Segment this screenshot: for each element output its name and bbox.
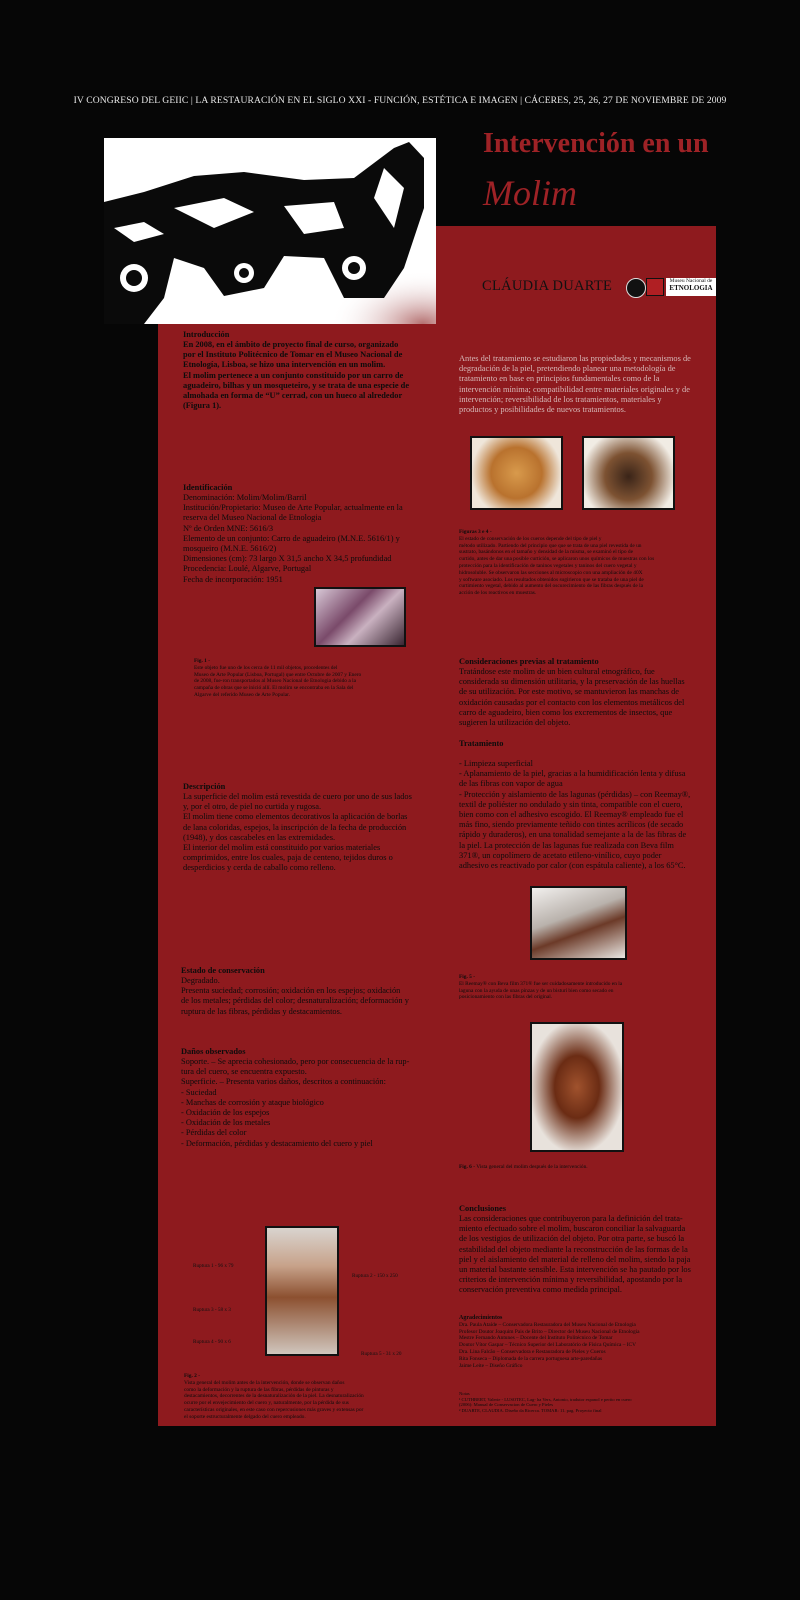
intro-line: El molim pertenece a un conjunto constituido por un carro de — [183, 370, 404, 380]
antes-line: productos y posibilidades de nuevos tratamientos. — [459, 405, 627, 415]
tratamiento-heading: Tratamiento — [459, 739, 504, 748]
fig1-line: campaña de obras que se inició allí. El molim se encontraba en la Sala del — [194, 685, 354, 692]
danos-line: Superficie. – Presenta varios daños, descritos a continuación: — [181, 1077, 386, 1087]
identificacion-line: Institución/Propietario: Museo de Arte Popular, actualmente en la — [183, 503, 403, 513]
identificacion-heading: Identificación — [183, 483, 233, 492]
danos-line: - Pérdidas del color — [181, 1128, 247, 1138]
descripcion-text — [183, 792, 423, 874]
fig1-photo — [314, 587, 406, 647]
identificacion-line: reserva del Museo Nacional de Etnologia — [183, 513, 322, 523]
agradecimientos-line: Mestre Fernando Antunes – Docente del Instituto Politécnico de Tomar — [459, 1335, 613, 1342]
identificacion-text — [183, 493, 423, 585]
conclusiones-text — [459, 1214, 699, 1296]
hero-image — [104, 138, 436, 324]
conclusiones-line: conservación preventiva como medida principal. — [459, 1285, 623, 1295]
conclusiones-line: Las consideraciones que contribuyeron para la definición del trata- — [459, 1214, 683, 1223]
fig34-line: curtimiento vegetal, debido al aumento del oscurecimiento de las fibras después de la — [459, 583, 643, 590]
notas-text — [459, 1397, 699, 1414]
intro-line: almohada en forma de “U” cerrad, con un hueco al alrededor — [183, 391, 403, 401]
tratamiento-line: de las fibras con vapor de agua — [459, 779, 563, 789]
tratamiento-line: la piel. La protección de las lagunas fue realizada con Beva film — [459, 840, 674, 850]
fig34-label: Figuras 3 e 4 - — [459, 529, 492, 535]
fig2-caption — [184, 1373, 412, 1421]
descripcion-line: La superficie del molim está revestida de cuero por uno de sus lados — [183, 792, 412, 801]
conclusiones-line: un material bastante sensible. Esta intervención se ha pautado por los — [459, 1265, 691, 1275]
congress-header: IV CONGRESO DEL GEIIC | LA RESTAURACIÓN EN EL SIGLO XXI - FUNCIÓN, ESTÉTICA E IMAGEN | CÁCERES, 25, 26, 27 DE NOVIEMBRE DE 2009 — [73, 95, 727, 106]
notas-label: Notas — [459, 1391, 470, 1396]
tratamiento-line: - Protección y aislamiento de las lagunas (pérdidas) – con Reemay®, — [459, 789, 691, 799]
conclusiones-section — [459, 1204, 699, 1296]
tratamiento-text — [459, 759, 699, 871]
title-line-1: Intervención en un — [483, 128, 709, 159]
fig5-caption — [459, 974, 699, 1001]
danos-line: Soporte. – Se aprecia cohesionado, pero por consecuencia de la rup- — [181, 1057, 410, 1066]
intro-line: Etnología, Lisboa, se hizo una intervención en un molim. — [183, 360, 386, 370]
fig34-line: acción de los reactivos en muestras. — [459, 590, 537, 597]
fig5-label: Fig. 5 - — [459, 974, 476, 980]
intro-heading: Introducción — [183, 330, 230, 339]
consideraciones-heading: Consideraciones previas al tratamiento — [459, 657, 599, 666]
consideraciones-line: oxidación causadas por el contacto con los elementos metálicos del — [459, 697, 685, 707]
conclusiones-line: miento efectuado sobre el molim, buscaron conciliar la salvaguarda — [459, 1224, 686, 1234]
notas-line: (2006): Manual de Conservacion de Cuero y Pieles — [459, 1402, 554, 1408]
fig34-line: método utilizado. Partiendo del principio que que se trata de una piel revestida de un — [459, 542, 642, 549]
fig5-photo — [530, 886, 627, 960]
fig6-photo — [530, 1022, 624, 1152]
fig1-line: Algarve del referido Museo de Arte Popular. — [194, 691, 290, 698]
notas-section — [459, 1391, 699, 1413]
notas-line: ² DUARTE, CLAUDIA. Diseño da Ricerca. TOMAR: 11. pag. Proyecto final — [459, 1407, 602, 1413]
estado-text — [181, 976, 426, 1017]
institution-logo-icon — [626, 278, 646, 298]
fig1-caption — [194, 658, 406, 699]
descripcion-line: desperdicios y cerda de caballo como relleno. — [183, 863, 336, 873]
estado-line: Degradado. — [181, 976, 220, 985]
danos-line: - Deformación, pérdidas y destacamiento del cuero y piel — [181, 1138, 373, 1148]
agradecimientos-line: Rita Fonseca – Diplomada de la carrera portuguesa arte-paredañas — [459, 1355, 603, 1362]
antes-line: degradación de la piel, pretendiendo planear una metodología de — [459, 364, 676, 374]
rupture-label: Ruptura 3 - 58 x 3 — [193, 1307, 231, 1313]
estado-section — [181, 966, 426, 1017]
identificacion-line: Procedencia: Loulé, Algarve, Portugal — [183, 564, 312, 574]
red-logo-icon — [646, 278, 664, 296]
antes-line: Antes del tratamiento se estudiaron las propiedades y mecanismos de — [459, 354, 691, 363]
museum-logo-line1: Museu Nacional de — [669, 278, 713, 284]
fig34-line: protección para la identificación de taninos vegetales y taninos del cuero vegetal y — [459, 562, 637, 569]
conclusiones-line: de los vestigios de utilización del objeto. Por otra parte, se buscó la — [459, 1234, 685, 1244]
rupture-label: Ruptura 5 - 31 x 20 — [361, 1351, 402, 1357]
tratamiento-line: 371®, un copolímero de acetato etileno-vinílico, cuyo poder — [459, 850, 662, 860]
identificacion-line: Fecha de incorporación: 1951 — [183, 574, 283, 584]
antes-line: intervención; reversibilidad de los tratamientos, materiales y — [459, 394, 662, 404]
consideraciones-line: sugieren la utilización del objeto. — [459, 718, 571, 728]
identificacion-line: Denominación: Molim/Molim/Barril — [183, 493, 307, 502]
descripcion-line: y, por el otro, de piel no curtida y rugosa. — [183, 802, 322, 812]
fig2-line: Vista general del molim antes de la intervención, donde se observan daños — [184, 1379, 345, 1386]
descripcion-line: (1948), y dos cascabeles en las extremidades. — [183, 832, 336, 842]
fig6-label: Fig. 6 - — [459, 1164, 476, 1170]
author-name: CLÁUDIA DUARTE — [482, 278, 613, 294]
agradecimientos-line: Dra. Lina Falcão – Conservadora e Restauradora de Pieles y Cueros — [459, 1348, 606, 1355]
fig2-line: ocurre por el envejecimiento del cuero y, naturalmente, por la pérdida de sus — [184, 1400, 349, 1407]
fig2-line: el soporte estructuralmente delgado del cuero empleado. — [184, 1413, 306, 1420]
rupture-label: Ruptura 2 - 150 x 250 — [352, 1273, 398, 1279]
identificacion-line: mosqueiro (M.N.E. 5616/2) — [183, 544, 277, 554]
danos-line: - Manchas de corrosión y ataque biológico — [181, 1097, 324, 1107]
tratamiento-line: rápido y duraderos), en una tonalidad semejante a la de las fibras de — [459, 830, 687, 840]
antes-text — [459, 354, 699, 415]
danos-text — [181, 1057, 426, 1149]
fig34-line: y software asociado. Los resultados obtenidos sugirieron que se trataba de una piel de — [459, 576, 644, 583]
agradecimientos-heading: Agradecimientos — [459, 1315, 503, 1321]
fig34-caption — [459, 529, 694, 597]
fig5-line: El Reemay® con Beva film 371® fue ser cuidadosamente introducido en la — [459, 980, 623, 987]
tratamiento-line: adhesivo es reactivado por calor (con espátula caliente), a los 65°C. — [459, 861, 686, 871]
descripcion-line: El molim tiene como elementos decorativos la aplicación de borlas — [183, 812, 408, 822]
agradecimientos-section — [459, 1315, 699, 1369]
fig34-line: El estado de conservación de los cueros depende del tipo de piel y — [459, 535, 602, 542]
conclusiones-line: estabilidad del objeto mediante la reconstrucción de las formas de la — [459, 1244, 688, 1254]
danos-line: - Oxidación de los espejos — [181, 1108, 270, 1118]
danos-heading: Daños observados — [181, 1047, 246, 1056]
descripcion-heading: Descripción — [183, 782, 226, 791]
fig2-line: como la deformación y la ruptura de las fibras, pérdidas de pinturas y — [184, 1386, 334, 1393]
consideraciones-text — [459, 667, 699, 728]
fig34-line: hidrosoluble. Se observaron las secciones al microscopio con una ampliación de 40X — [459, 569, 643, 576]
estado-line: ruptura de las fibras, pérdidas y destacamientos. — [181, 1006, 342, 1016]
intro-line: aguadeiro, bilhas y un mosqueteiro, y se trata de una especie de — [183, 380, 410, 390]
estado-heading: Estado de conservación — [181, 966, 265, 975]
museum-logo-line2: ETNOLOGIA — [669, 284, 713, 292]
identificacion-line: Dimensiones (cm): 73 largo X 31,5 ancho X 34,5 profundidad — [183, 554, 392, 564]
fig1-line: Museo de Arte Popular (Lisboa, Portugal) que entre Octubre de 2007 y Enero — [194, 671, 362, 678]
danos-line: tura del cuero, se encuentra expuesto. — [181, 1067, 307, 1077]
tratamiento-line: textil de poliéster no ondulado y sin tinta, compatible con el cuero, — [459, 799, 683, 809]
consideraciones-line: carro de aguadeiro, bien como los excrementos de insectos, que — [459, 707, 673, 717]
fig6-caption — [459, 1164, 699, 1171]
conclusiones-line: criterios de intervención mínima y reversibilidad, apostando por la — [459, 1275, 683, 1285]
intro-line: En 2008, en el ámbito de proyecto final de curso, organizado — [183, 340, 399, 349]
fig34-line: sustrato, basándonos en el tamaño y densidad de la misma, se examinó el tipo de — [459, 549, 633, 556]
fig1-line: Este objeto fue uno de los cerca de 11 mil objetos, procedentes del — [194, 664, 338, 671]
fig1-line: de 2008, fue-ron transportados al Museo Nacional de Etnologia debido a la — [194, 678, 356, 685]
descripcion-section — [183, 782, 423, 874]
identificacion-section — [183, 483, 423, 585]
notas-line: ¹ CUTHBERT, Valerie - LUSOTEC, Lag- ha Vers, Antonio, tradutor espanol e perito en cuero — [459, 1396, 632, 1402]
conclusiones-heading: Conclusiones — [459, 1204, 507, 1213]
consideraciones-line: de su utilización. Por este motivo, se mantuvieron las manchas de — [459, 687, 680, 697]
intro-line: por el Instituto Politécnico de Tomar en el Museo Nacional de — [183, 350, 403, 360]
rupture-label: Ruptura 1 - 96 x 79 — [193, 1263, 234, 1269]
title-line-2: Molim — [483, 173, 577, 213]
consideraciones-line: Tratándose este molim de un bien cultural etnográfico, fue — [459, 667, 655, 676]
descripcion-line: El interior del molim está constituido por varios materiales — [183, 843, 381, 853]
tratamiento-line: - Limpieza superficial — [459, 759, 533, 768]
descripcion-line: comprimidos, entre los cuales, paja de centeno, tejidos duros o — [183, 853, 393, 863]
estado-line: de los metales; pérdidas del color; desnaturalización; deformación y — [181, 996, 409, 1006]
fig6-text: Vista general del molim después de la intervención. — [476, 1164, 588, 1170]
consideraciones-section — [459, 657, 699, 728]
antes-section — [459, 354, 699, 415]
identificacion-line: Elemento de un conjunto: Carro de aguadeiro (M.N.E. 5616/1) y — [183, 533, 400, 543]
fig34-line: curtido, antes de dar una posible curtición, se aplicaron unos químicos de muestras con los — [459, 556, 655, 563]
intro-line: (Figura 1). — [183, 401, 222, 411]
tratamiento-line: bien como con el adhesivo escogido. El Reemay® empleado fue el — [459, 810, 684, 820]
fig5-line: posicionamiento con las fibras del original. — [459, 994, 553, 1001]
fig2-line: destacamientos, decorrentes de la desnaturalización de la piel. La desnaturalización — [184, 1393, 364, 1400]
tratamiento-line: más fino, siendo previamente teñido con tintes acrílicos (de secado — [459, 820, 684, 830]
antes-line: intervención mínima; compatibilidad entre materiales originales y de — [459, 384, 690, 394]
conclusiones-line: piel y el aislamiento del material de relleno del molim, siendo la paja — [459, 1254, 691, 1264]
descripcion-line: de lana coloridas, espejos, la inscripción de la fecha de producción — [183, 822, 407, 832]
intro-text — [183, 340, 423, 411]
estado-line: Presenta suciedad; corrosión; oxidación en los espejos; oxidación — [181, 986, 401, 996]
museum-logo — [666, 278, 716, 296]
fig1-label: Fig. 1 - — [194, 658, 211, 664]
consideraciones-line: considerada su dimensión utilitaria, y la preservación de las huellas — [459, 677, 685, 687]
fig3-photo — [470, 436, 563, 510]
fig2-label: Fig. 2 - — [184, 1373, 201, 1379]
rupture-label: Ruptura 4 - 90 x 6 — [193, 1339, 231, 1345]
intro-section — [183, 330, 423, 411]
agradecimientos-line: Jaime Leite – Diseño Gráfico — [459, 1362, 523, 1369]
fig4-photo — [582, 436, 675, 510]
fig2-line: características originales, en este caso con repercusiones más graves y extensas por — [184, 1406, 364, 1413]
agradecimientos-line: Doutor Vítor Gaspar – Técnico Superior del Laboratório de Física Química – ICV — [459, 1342, 637, 1349]
antes-line: tratamiento en base en principios fundamentales como de la — [459, 374, 660, 384]
fig5-line: laguna con la ayuda de unas pinzas y de un bisturí bien como secado en — [459, 987, 614, 994]
tratamiento-line: - Aplanamiento de la piel, gracias a la humidificación lenta y difusa — [459, 769, 686, 779]
identificacion-line: Nº de Orden MNE: 5616/3 — [183, 523, 274, 533]
tratamiento-section — [459, 739, 699, 871]
danos-section — [181, 1047, 426, 1149]
danos-line: - Oxidación de los metales — [181, 1118, 271, 1128]
danos-line: - Suciedad — [181, 1087, 217, 1097]
agradecimientos-text — [459, 1322, 699, 1370]
agradecimientos-line: Profesor Doutor Joaquim Pais de Brito – Director del Museu Nacional de Etnologia — [459, 1328, 640, 1335]
agradecimientos-line: Dra. Paula Ataíde – Conservadora Restauradora del Museu Nacional de Etnologia — [459, 1321, 636, 1328]
fig2-photo — [265, 1226, 339, 1356]
